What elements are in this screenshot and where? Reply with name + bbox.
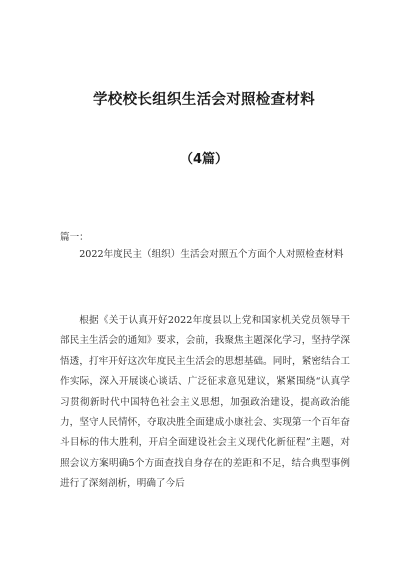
section-label: 篇一： [60,232,89,243]
body-paragraph: 根据《关于认真开好2022年度县以上党和国家机关党员领导干部民主生活会的通知》要求，会前，我聚焦主题深化学习，坚持学深悟透，打牢开好这次年度民主生活会的思想基础。同时，紧密结合工作实际，深入开展谈心谈话、广泛征求意见建议，紧紧围绕“认真学习贯彻新时代中国特色社会主义思想，加强政治建设，提高政治能力，坚守人民情怀，夺取决胜全面建成小康社会、实现第一个百年奋斗目标的伟大胜利，开启全面建设社会主义现代化新征程”主题，对照会议方案明确5个方面查找自身存在的差距和不足，结合典型事例进行了深刻剖析，明确了今后 [60,315,350,490]
document-title: 学校校长组织生活会对照检查材料 [93,92,315,108]
document-subtitle: （4篇） [179,152,229,167]
section-heading: 2022年度民主（组织）生活会对照五个方面个人对照检查材料 [79,249,344,260]
